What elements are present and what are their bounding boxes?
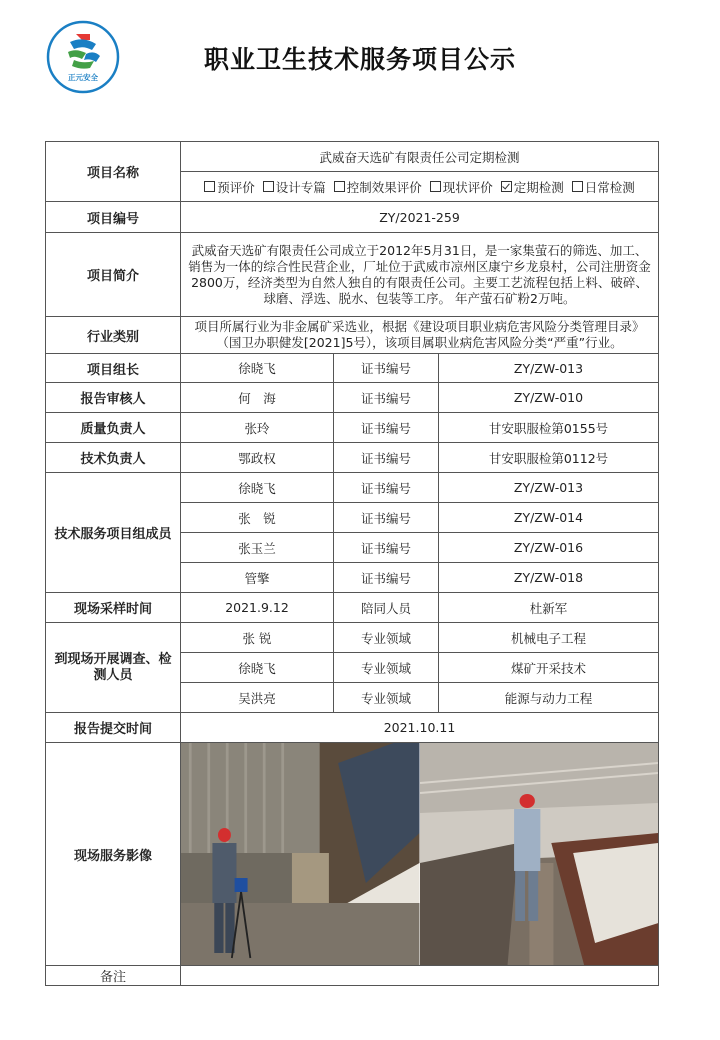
quality-name: 张玲	[181, 413, 334, 443]
leader-name: 徐晓飞	[181, 354, 334, 383]
field-domain-label: 专业领域	[334, 683, 439, 713]
field-domain-value: 机械电子工程	[439, 623, 659, 653]
submit-time-label: 报告提交时间	[46, 713, 181, 743]
page-title: 职业卫生技术服务项目公示	[203, 45, 516, 74]
cert-label: 证书编号	[334, 503, 439, 533]
member-name: 张 锐	[181, 503, 334, 533]
project-name-value: 武威奋天选矿有限责任公司定期检测	[181, 142, 659, 172]
sampling-time-value: 2021.9.12	[181, 593, 334, 623]
eval-type-label: 日常检测	[584, 179, 635, 195]
companion-label: 陪同人员	[334, 593, 439, 623]
member-cert: ZY/ZW-013	[439, 473, 659, 503]
member-cert: ZY/ZW-014	[439, 503, 659, 533]
field-domain-value: 煤矿开采技术	[439, 653, 659, 683]
remark-label: 备注	[46, 966, 181, 986]
member-name: 徐晓飞	[181, 473, 334, 503]
field-staff-label: 到现场开展调查、检测人员	[46, 623, 181, 713]
reviewer-cert: ZY/ZW-010	[439, 383, 659, 413]
eval-type-label: 控制效果评价	[346, 179, 422, 195]
member-name: 管擎	[181, 563, 334, 593]
field-staff-name: 张 锐	[181, 623, 334, 653]
site-photos	[181, 743, 659, 966]
reviewer-name: 何 海	[181, 383, 334, 413]
eval-type-label: 设计专篇	[275, 179, 326, 195]
eval-type-option	[204, 178, 255, 196]
eval-type-option	[334, 178, 422, 196]
field-staff-name: 吴洪亮	[181, 683, 334, 713]
cert-label: 证书编号	[334, 563, 439, 593]
project-intro-text: 武威奋天选矿有限责任公司成立于2012年5月31日，是一家集萤石的筛选、加工、销售为一体的综合性民营企业，厂址位于武威市凉州区康宁乡龙泉村，公司注册资金2800万，经济类型为自然人独自的有限责任公司。主要工艺流程包括上料、破碎、球磨、浮选、脱水、包装等工序。 年产萤石矿粉2万吨。	[181, 233, 659, 317]
technical-name: 鄂政权	[181, 443, 334, 473]
field-domain-label: 专业领域	[334, 623, 439, 653]
field-staff-name: 徐晓飞	[181, 653, 334, 683]
project-info-table	[45, 141, 659, 986]
checkbox-icon	[430, 181, 441, 192]
checkbox-icon	[572, 181, 583, 192]
eval-type-label: 定期检测	[513, 179, 564, 195]
industry-label: 行业类别	[46, 317, 181, 354]
eval-type-option	[263, 178, 326, 196]
project-name-label: 项目名称	[46, 142, 181, 202]
evaluation-type-options	[181, 172, 659, 202]
member-cert: ZY/ZW-018	[439, 563, 659, 593]
cert-label: 证书编号	[334, 413, 439, 443]
logo-text: 正元安全	[68, 73, 98, 82]
quality-cert: 甘安职服检第0155号	[439, 413, 659, 443]
companion-name: 杜新军	[439, 593, 659, 623]
quality-label: 质量负责人	[46, 413, 181, 443]
cert-label: 证书编号	[334, 533, 439, 563]
members-label: 技术服务项目组成员	[46, 473, 181, 593]
eval-type-option	[501, 178, 564, 196]
checkbox-icon	[263, 181, 274, 192]
site-photo-2	[420, 743, 659, 965]
cert-label: 证书编号	[334, 383, 439, 413]
cert-label: 证书编号	[334, 443, 439, 473]
remark-value	[181, 966, 659, 986]
field-domain-label: 专业领域	[334, 653, 439, 683]
technical-label: 技术负责人	[46, 443, 181, 473]
submit-time-value: 2021.10.11	[181, 713, 659, 743]
checked-box-icon	[501, 181, 512, 192]
member-name: 张玉兰	[181, 533, 334, 563]
checkbox-icon	[204, 181, 215, 192]
member-cert: ZY/ZW-016	[439, 533, 659, 563]
reviewer-label: 报告审核人	[46, 383, 181, 413]
cert-label: 证书编号	[334, 473, 439, 503]
field-domain-value: 能源与动力工程	[439, 683, 659, 713]
technical-cert: 甘安职服检第0112号	[439, 443, 659, 473]
checkbox-icon	[334, 181, 345, 192]
eval-type-option	[430, 178, 493, 196]
sampling-time-label: 现场采样时间	[46, 593, 181, 623]
project-no-label: 项目编号	[46, 202, 181, 233]
cert-label: 证书编号	[334, 354, 439, 383]
project-no-value: ZY/2021-259	[181, 202, 659, 233]
project-intro-label: 项目简介	[46, 233, 181, 317]
industry-text: 项目所属行业为非金属矿采选业，根据《建设项目职业病危害风险分类管理目录》（国卫办职健发[2021]5号），该项目属职业病危害风险分类“严重”行业。	[181, 317, 659, 354]
eval-type-label: 现状评价	[442, 179, 493, 195]
leader-cert: ZY/ZW-013	[439, 354, 659, 383]
site-photos-label: 现场服务影像	[46, 743, 181, 966]
site-photo-1	[181, 743, 420, 965]
eval-type-label: 预评价	[217, 179, 255, 195]
leader-label: 项目组长	[46, 354, 181, 383]
eval-type-option	[572, 178, 635, 196]
